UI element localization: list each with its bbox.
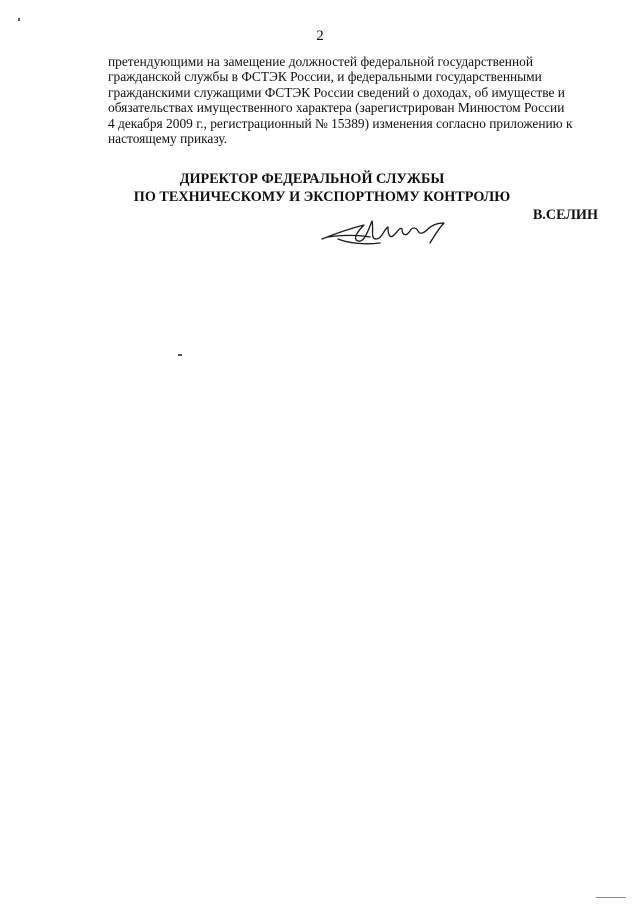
body-line: 4 декабря 2009 г., регистрационный № 15389) изменения согласно приложению к <box>108 115 573 131</box>
body-line: настоящему приказу. <box>108 131 228 147</box>
scan-speck <box>596 897 626 898</box>
body-paragraph <box>108 54 598 146</box>
signatory-title-line-1: ДИРЕКТОР ФЕДЕРАЛЬНОЙ СЛУЖБЫ <box>179 171 445 187</box>
signatory-name: В.СЕЛИН <box>532 207 598 223</box>
page-number: 2 <box>316 28 324 44</box>
body-line: претендующими на замещение должностей федеральной государственной <box>108 54 533 69</box>
body-line: обязательствах имущественного характера (зарегистрирован Минюстом России <box>108 100 565 116</box>
body-line: гражданской службы в ФСТЭК России, и федеральными государственными <box>108 69 542 85</box>
signatory-title-line-2: ПО ТЕХНИЧЕСКОМУ И ЭКСПОРТНОМУ КОНТРОЛЮ <box>133 189 511 205</box>
handwritten-signature <box>318 213 458 249</box>
scan-speck <box>178 354 182 356</box>
body-line: гражданскими служащими ФСТЭК России сведений о доходах, об имуществе и <box>108 84 565 100</box>
scan-speck <box>18 18 20 21</box>
